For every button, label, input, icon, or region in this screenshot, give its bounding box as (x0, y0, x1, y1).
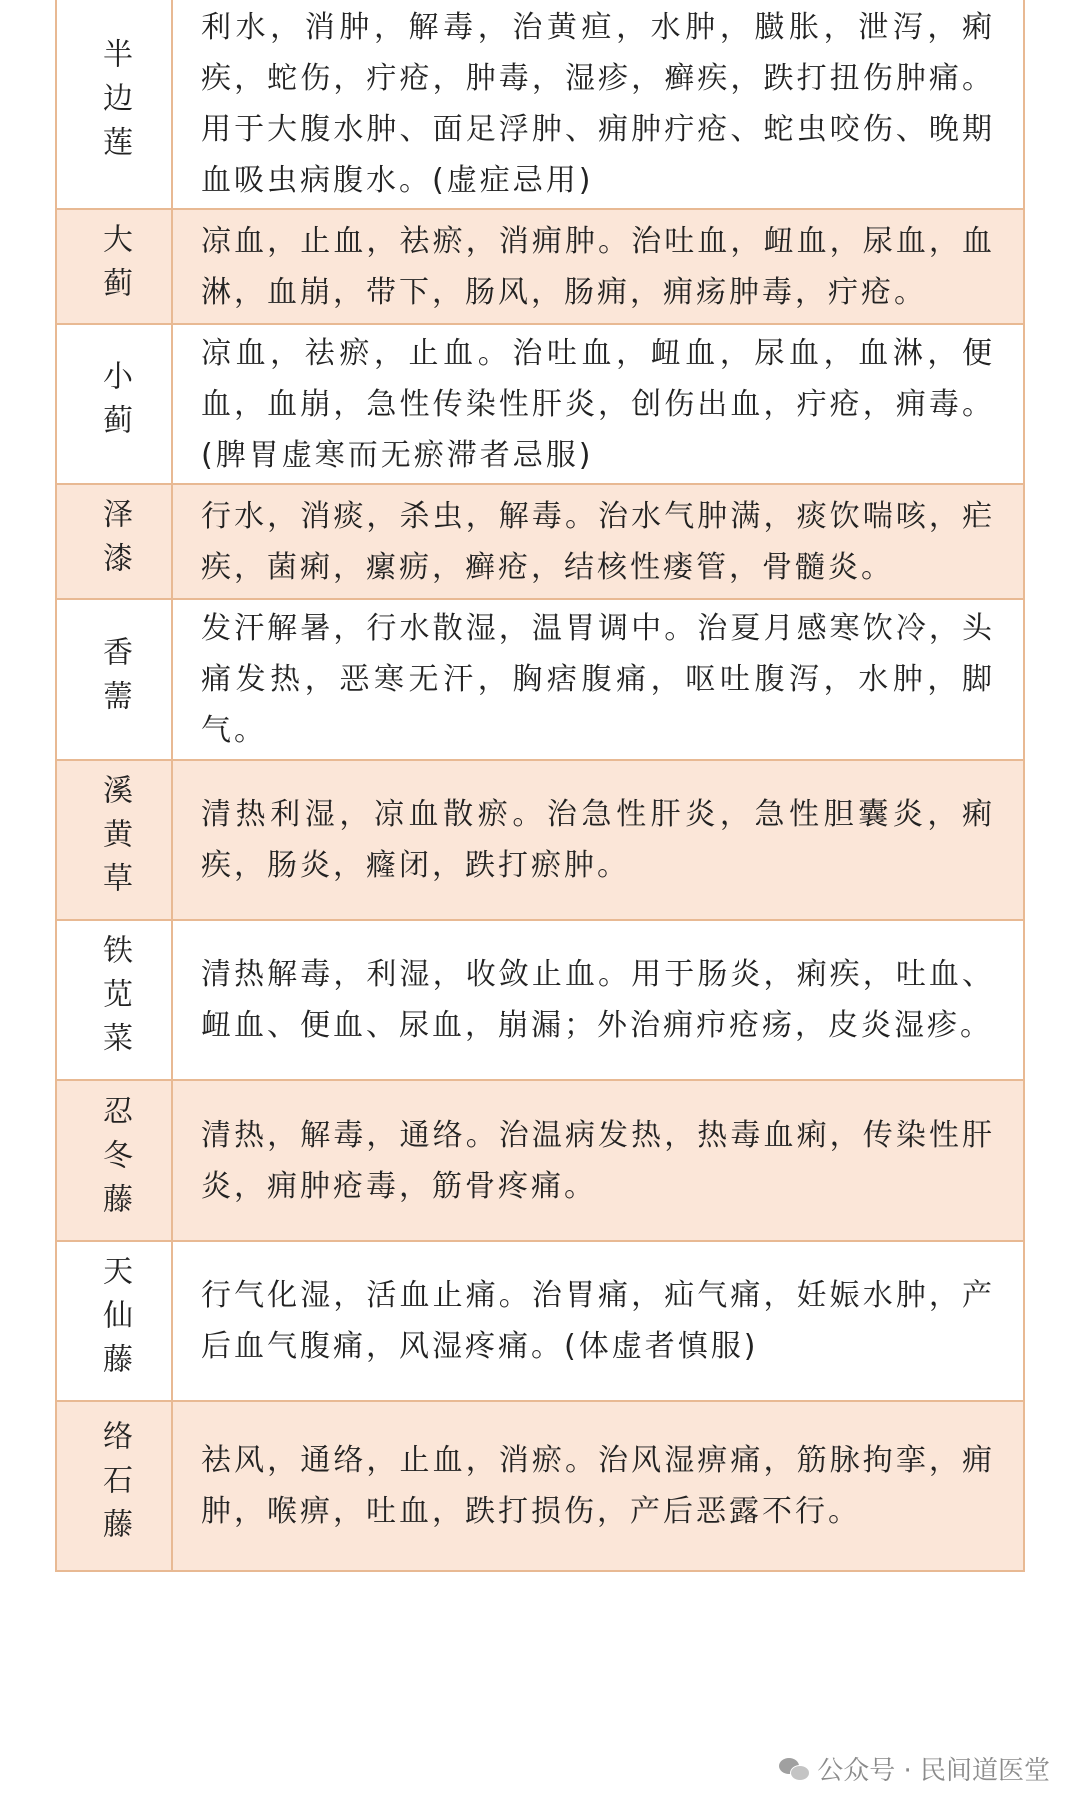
wechat-icon (779, 1756, 809, 1782)
table-row (55, 485, 1025, 600)
herb-name-cell (57, 325, 173, 483)
herb-name-cell (57, 485, 173, 598)
table-row (55, 210, 1025, 325)
herb-name: 小蓟 (97, 360, 132, 448)
table-row (55, 1402, 1025, 1572)
herb-desc-cell (173, 921, 1023, 1079)
table-row (55, 325, 1025, 485)
herb-desc-cell (173, 1402, 1023, 1570)
table-row (55, 1242, 1025, 1402)
watermark (779, 1750, 1050, 1787)
herb-desc-cell (173, 1242, 1023, 1400)
herb-desc-cell (173, 600, 1023, 759)
table-row (55, 761, 1025, 921)
herb-name: 络石藤 (97, 1420, 132, 1552)
herb-description: 发汗解暑，行水散湿，温胃调中。治夏月感寒饮冷，头痛发热，恶寒无汗，胸痞腹痛，呕吐腹泻，水肿，脚气。 (201, 611, 995, 748)
herb-description: 凉血，止血，祛瘀，消痈肿。治吐血，衄血，尿血，血淋，血崩，带下，肠风，肠痈，痈疡肿毒，疔疮。 (201, 223, 995, 310)
herb-description: 凉血，祛瘀，止血。治吐血，衄血，尿血，血淋，便血，血崩，急性传染性肝炎，创伤出血，疔疮，痈毒。(脾胃虚寒而无瘀滞者忌服) (201, 335, 995, 473)
herb-description: 清热，解毒，通络。治温病发热，热毒血痢，传染性肝炎，痈肿疮毒，筋骨疼痛。 (201, 1117, 995, 1204)
herb-name: 泽漆 (97, 497, 132, 586)
table-row (55, 921, 1025, 1081)
herb-description: 行水，消痰，杀虫，解毒。治水气肿满，痰饮喘咳，疟疾，菌痢，瘰疬，癣疮，结核性瘘管，骨髓炎。 (201, 498, 995, 585)
herb-name: 天仙藤 (97, 1255, 132, 1387)
herb-name-cell (57, 761, 173, 919)
herb-description: 利水，消肿，解毒，治黄疸，水肿，臌胀，泄泻，痢疾，蛇伤，疔疮，肿毒，湿疹，癣疾，跌打扭伤肿痛。用于大腹水肿、面足浮肿、痈肿疔疮、蛇虫咬伤、晚期血吸虫病腹水。(虚症忌用) (201, 10, 995, 198)
herb-desc-cell (173, 761, 1023, 919)
herb-desc-cell (173, 325, 1023, 483)
table-row (55, 0, 1025, 210)
table-row (55, 600, 1025, 761)
herb-description: 清热利湿，凉血散瘀。治急性肝炎，急性胆囊炎，痢疾，肠炎，癃闭，跌打瘀肿。 (201, 797, 995, 883)
herb-name-cell (57, 1081, 173, 1240)
herb-name: 大蓟 (97, 222, 132, 311)
herb-description: 行气化湿，活血止痛。治胃痛，疝气痛，妊娠水肿，产后血气腹痛，风湿疼痛。(体虚者慎服) (201, 1278, 995, 1364)
watermark-text: 公众号 · 民间道医堂 (817, 1756, 1050, 1786)
herb-name-cell (57, 1402, 173, 1570)
herb-name: 半边莲 (97, 38, 132, 170)
herb-name-cell (57, 0, 173, 208)
herb-name-cell (57, 210, 173, 323)
herb-name-cell (57, 1242, 173, 1400)
herb-desc-cell (173, 1081, 1023, 1240)
herb-name-cell (57, 600, 173, 759)
herb-description: 祛风，通络，止血，消瘀。治风湿痹痛，筋脉拘挛，痈肿，喉痹，吐血，跌打损伤，产后恶露不行。 (201, 1443, 995, 1529)
herb-desc-cell (173, 0, 1023, 208)
herb-name: 忍冬藤 (97, 1094, 132, 1227)
herb-name-cell (57, 921, 173, 1079)
herb-table (55, 0, 1025, 1572)
herb-desc-cell (173, 210, 1023, 323)
herb-name: 铁苋菜 (97, 934, 132, 1066)
herb-name: 溪黄草 (97, 774, 132, 906)
herb-desc-cell (173, 485, 1023, 598)
herb-name: 香薷 (97, 635, 132, 724)
table-row (55, 1081, 1025, 1242)
herb-description: 清热解毒，利湿，收敛止血。用于肠炎，痢疾，吐血、衄血、便血、尿血，崩漏；外治痈疖疮疡，皮炎湿疹。 (201, 957, 995, 1043)
